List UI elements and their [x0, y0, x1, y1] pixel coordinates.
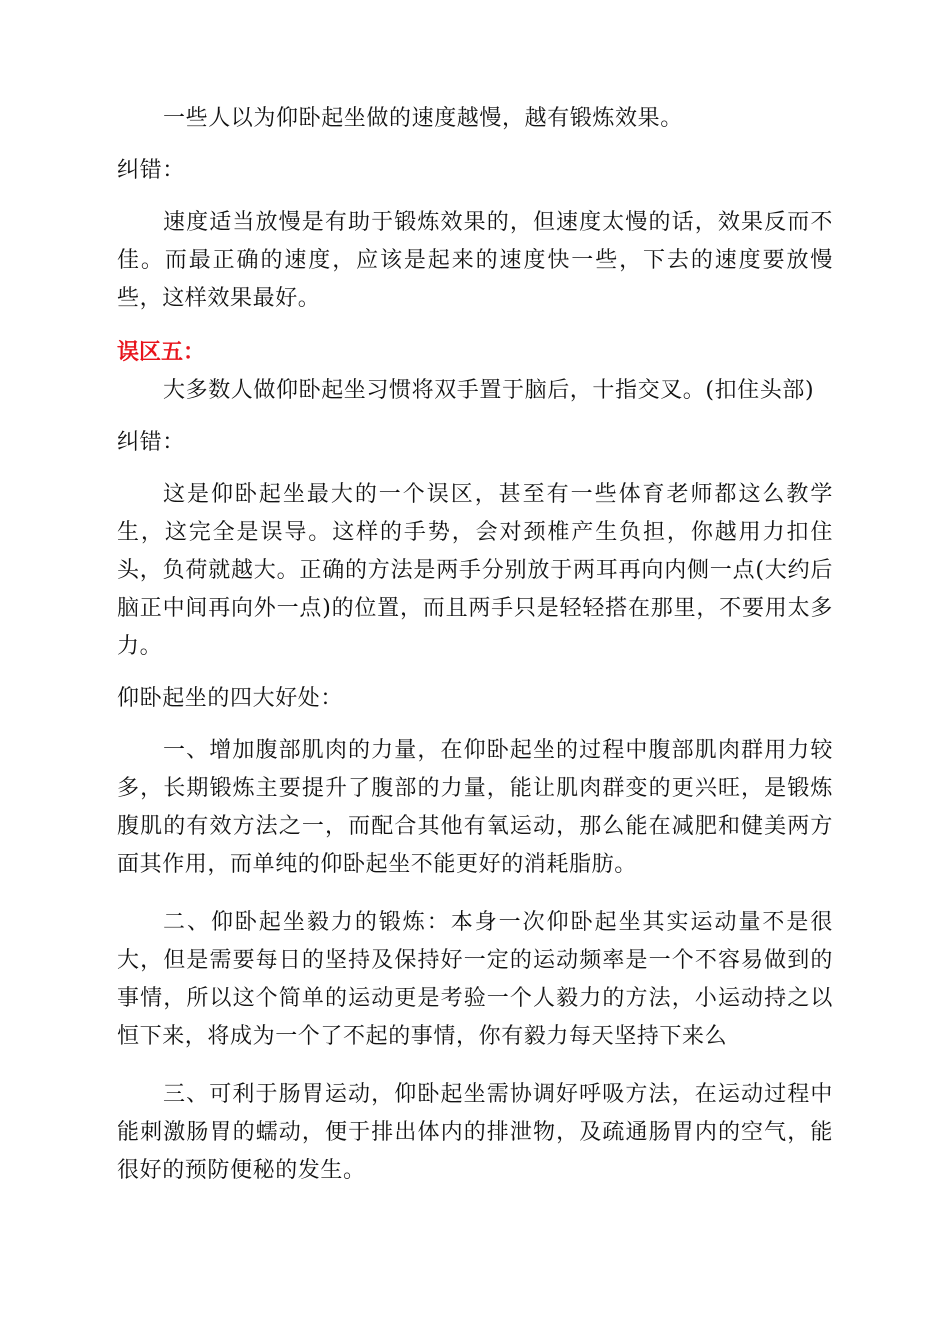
paragraph-hands-correction: 这是仰卧起坐最大的一个误区，甚至有一些体育老师都这么教学生，这完全是误导。这样的手势，会对颈椎产生负担，你越用力扣住头，负荷就越大。正确的方法是两手分别放于两耳再向内侧一点(大约后脑正中间再向外一点)的位置，而且两手只是轻轻搭在那里，不要用太多力。: [117, 482, 833, 659]
correction-label: 纠错：: [117, 158, 185, 183]
paragraph-benefit-two: 二、仰卧起坐毅力的锻炼：本身一次仰卧起坐其实运动量不是很大，但是需要每日的坚持及保持好一定的运动频率是一个不容易做到的事情，所以这个简单的运动更是考验一个人毅力的方法，小运动持之以恒下来，将成为一个了不起的事情，你有毅力每天坚持下来么: [117, 910, 833, 1049]
paragraph-speed-misconception: 一些人以为仰卧起坐做的速度越慢，越有锻炼效果。: [163, 106, 683, 131]
document-page: [117, 100, 833, 1190]
correction-label: 纠错：: [117, 430, 185, 455]
paragraph-benefit-three: 三、可利于肠胃运动，仰卧起坐需协调好呼吸方法，在运动过程中能刺激肠胃的蠕动，便于排出体内的排泄物，及疏通肠胃内的空气，能很好的预防便秘的发生。: [117, 1082, 833, 1183]
paragraph-speed-correction: 速度适当放慢是有助于锻炼效果的，但速度太慢的话，效果反而不佳。而最正确的速度，应该是起来的速度快一些，下去的速度要放慢些，这样效果最好。: [117, 210, 833, 311]
benefits-title: 仰卧起坐的四大好处：: [117, 686, 344, 711]
paragraph-hands-misconception: 大多数人做仰卧起坐习惯将双手置于脑后，十指交叉。(扣住头部): [163, 378, 815, 403]
heading-misconception-five: 误区五：: [117, 340, 206, 365]
paragraph-benefit-one: 一、增加腹部肌肉的力量，在仰卧起坐的过程中腹部肌肉群用力较多，长期锻炼主要提升了腹部的力量，能让肌肉群变的更兴旺，是锻炼腹肌的有效方法之一，而配合其他有氧运动，那么能在减肥和健美两方面其作用，而单纯的仰卧起坐不能更好的消耗脂肪。: [117, 738, 833, 877]
